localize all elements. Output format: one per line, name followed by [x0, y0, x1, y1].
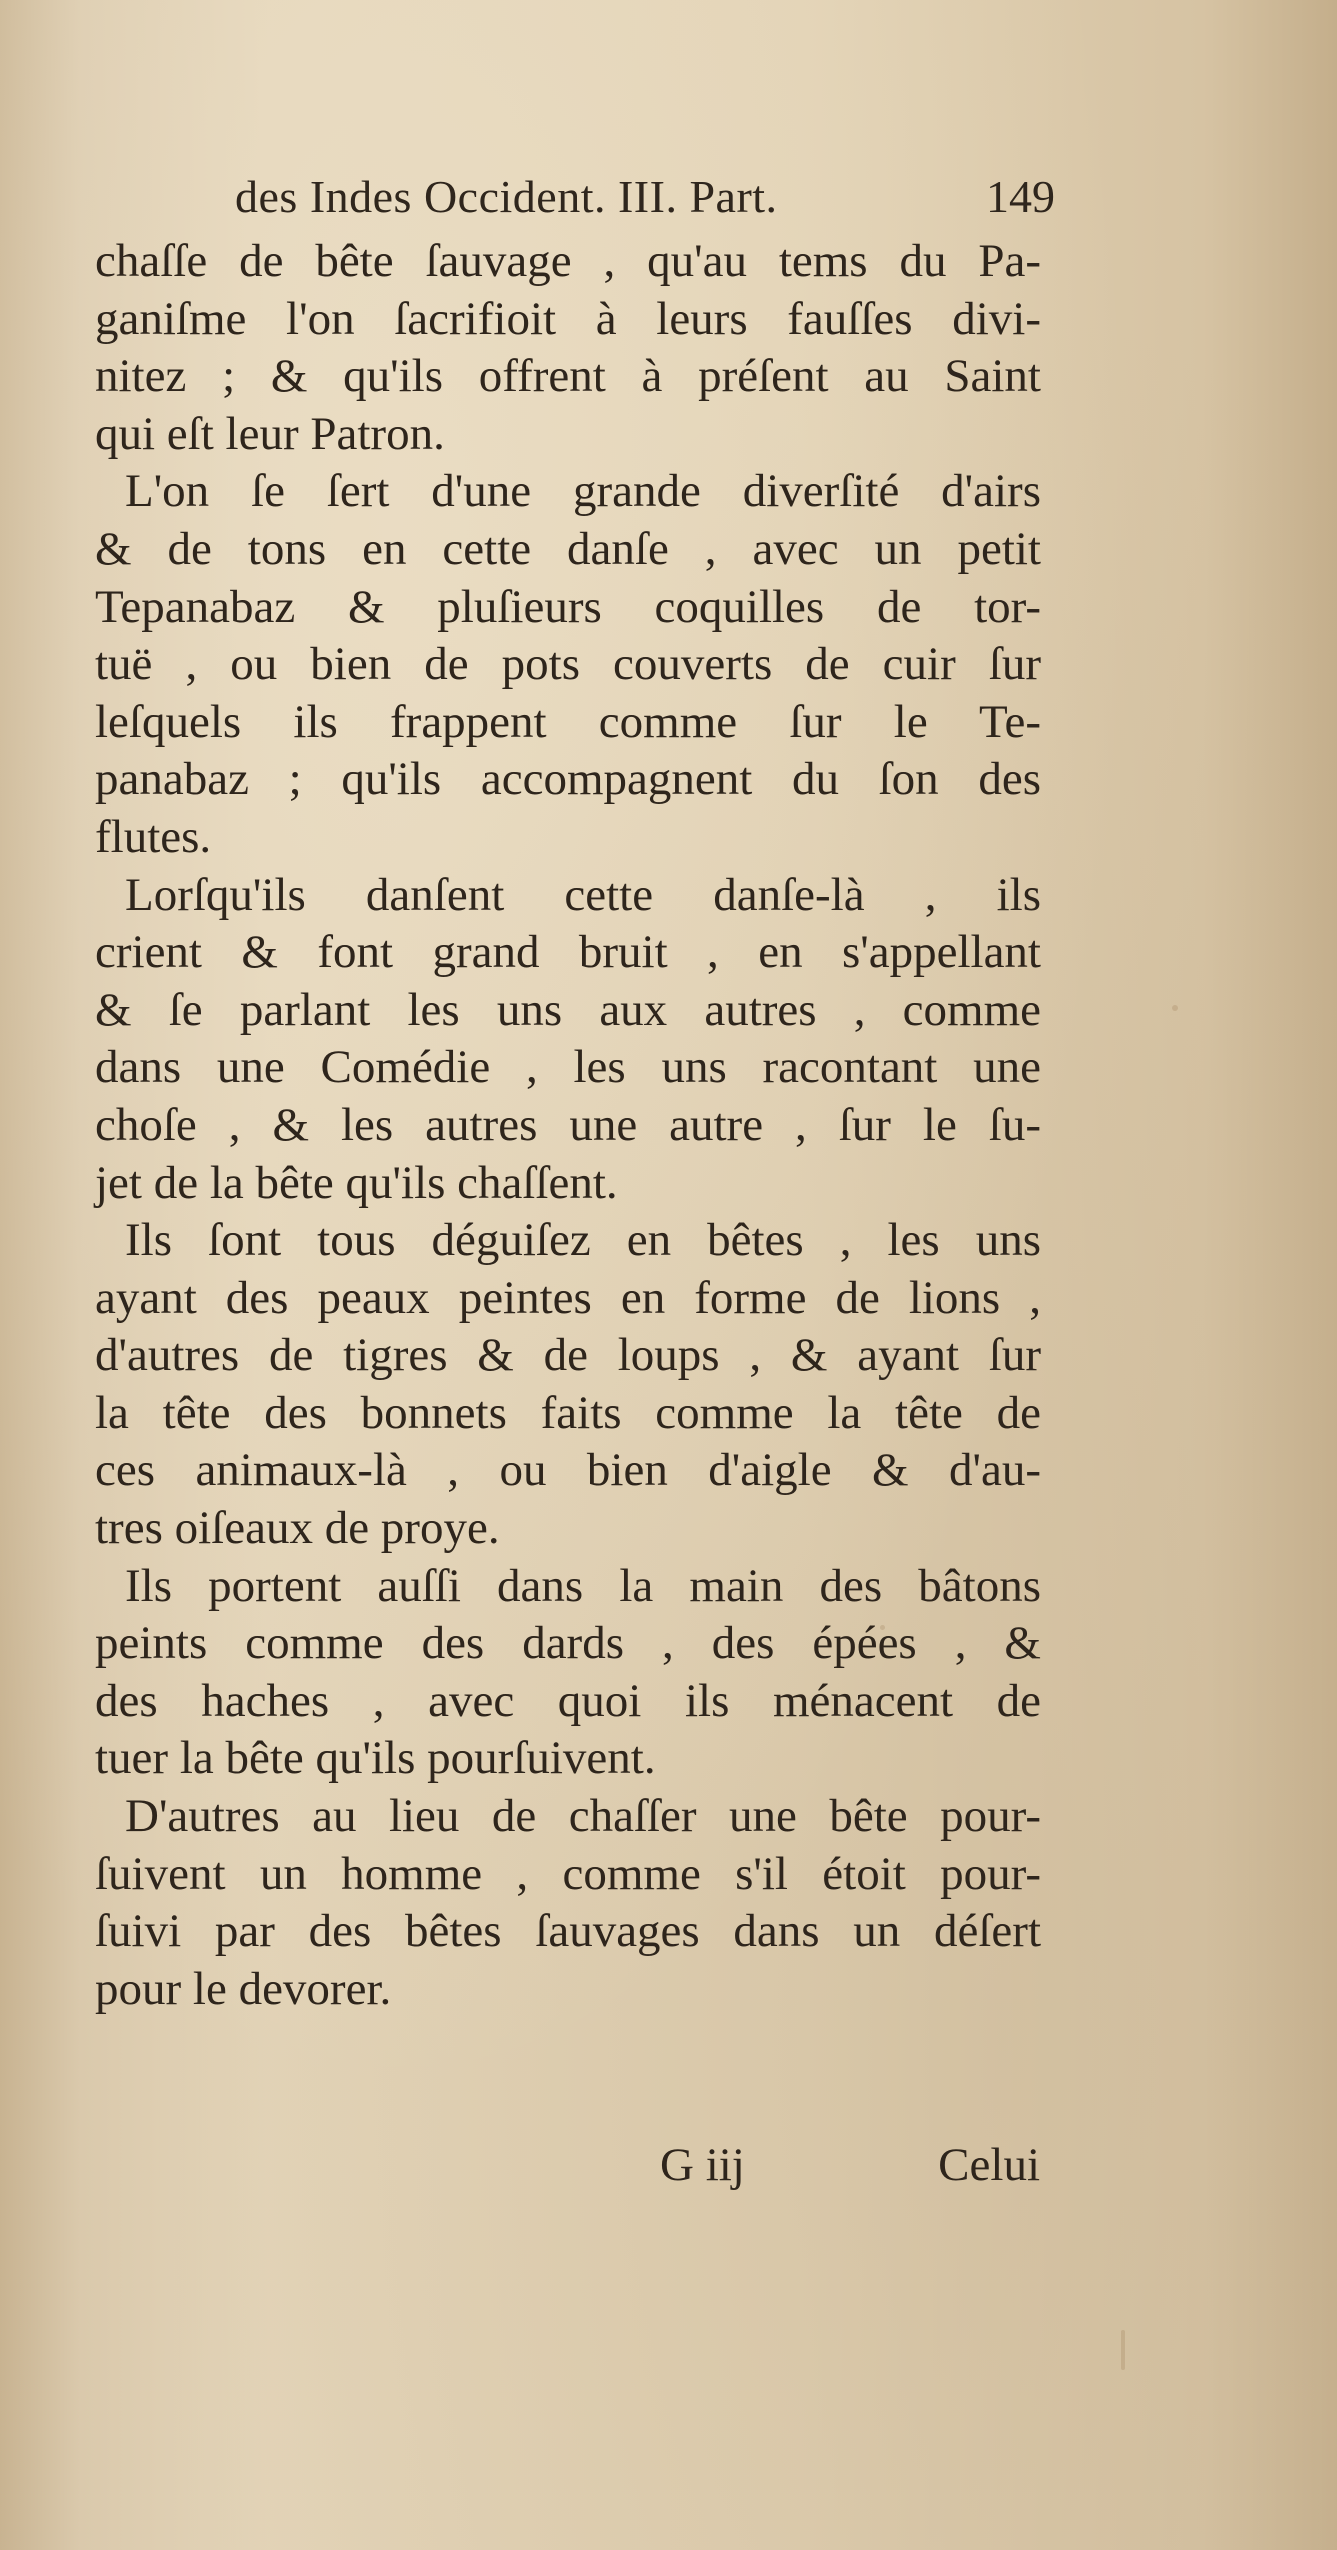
text-line: choſe , & les autres une autre , ſur le ſu-	[95, 1098, 1041, 1151]
text-line: tuer la bête qu'ils pourſuivent.	[95, 1732, 656, 1785]
page-number: 149	[986, 171, 1055, 222]
text-line: des haches , avec quoi ils ménacent de	[95, 1674, 1041, 1727]
text-line: qui eſt leur Patron.	[95, 407, 445, 460]
text-line: pour le devorer.	[95, 1962, 392, 2015]
text-line: leſquels ils frappent comme ſur le Te-	[95, 695, 1041, 748]
running-header	[235, 170, 1055, 232]
paper-stain	[1172, 1005, 1178, 1011]
text-line: ayant des peaux peintes en forme de lions ,	[95, 1271, 1041, 1324]
text-line: ganiſme l'on ſacrifioit à leurs fauſſes divi-	[95, 292, 1041, 345]
text-line: dans une Comédie , les uns racontant une	[95, 1041, 1041, 1094]
running-title: des Indes Occident. III. Part.	[235, 171, 778, 222]
text-line: & ſe parlant les uns aux autres , comme	[95, 983, 1041, 1036]
text-line: la tête des bonnets faits comme la tête de	[95, 1386, 1041, 1439]
footer-line	[660, 2138, 1040, 2198]
text-line: d'autres de tigres & de loups , & ayant ſur	[95, 1329, 1041, 1382]
text-line: flutes.	[95, 810, 212, 863]
body-text	[95, 233, 1041, 2018]
text-line: ces animaux-là , ou bien d'aigle & d'au-	[95, 1444, 1041, 1497]
signature-mark: G iij	[660, 2139, 745, 2191]
text-line: crient & font grand bruit , en s'appellant	[95, 926, 1041, 979]
text-line: chaſſe de bête ſauvage , qu'au tems du Pa-	[95, 235, 1041, 287]
text-line: L'on ſe ſert d'une grande diverſité d'airs	[125, 465, 1041, 518]
text-line: tuë , ou bien de pots couverts de cuir ſur	[95, 638, 1041, 691]
paper-stain	[1121, 2330, 1125, 2370]
text-line: D'autres au lieu de chaſſer une bête pour-	[125, 1790, 1041, 1843]
text-line: nitez ; & qu'ils offrent à préſent au Saint	[95, 350, 1041, 403]
text-line: jet de la bête qu'ils chaſſent.	[95, 1156, 618, 1209]
text-line: panabaz ; qu'ils accompagnent du ſon des	[95, 753, 1041, 806]
text-line: ſuivent un homme , comme s'il étoit pour-	[95, 1847, 1041, 1900]
text-line: & de tons en cette danſe , avec un petit	[95, 522, 1041, 575]
text-line: Lorſqu'ils danſent cette danſe-là , ils	[125, 868, 1041, 921]
text-line: ſuivi par des bêtes ſauvages dans un déſert	[95, 1905, 1041, 1958]
text-line: Tepanabaz & pluſieurs coquilles de tor-	[95, 580, 1041, 633]
catchword: Celui	[938, 2139, 1040, 2191]
text-line: Ils portent auſſi dans la main des bâtons	[125, 1559, 1041, 1612]
text-line: peints comme des dards , des épées , &	[95, 1617, 1041, 1670]
text-line: Ils ſont tous déguiſez en bêtes , les uns	[125, 1214, 1041, 1267]
text-line: tres oiſeaux de proye.	[95, 1502, 500, 1555]
